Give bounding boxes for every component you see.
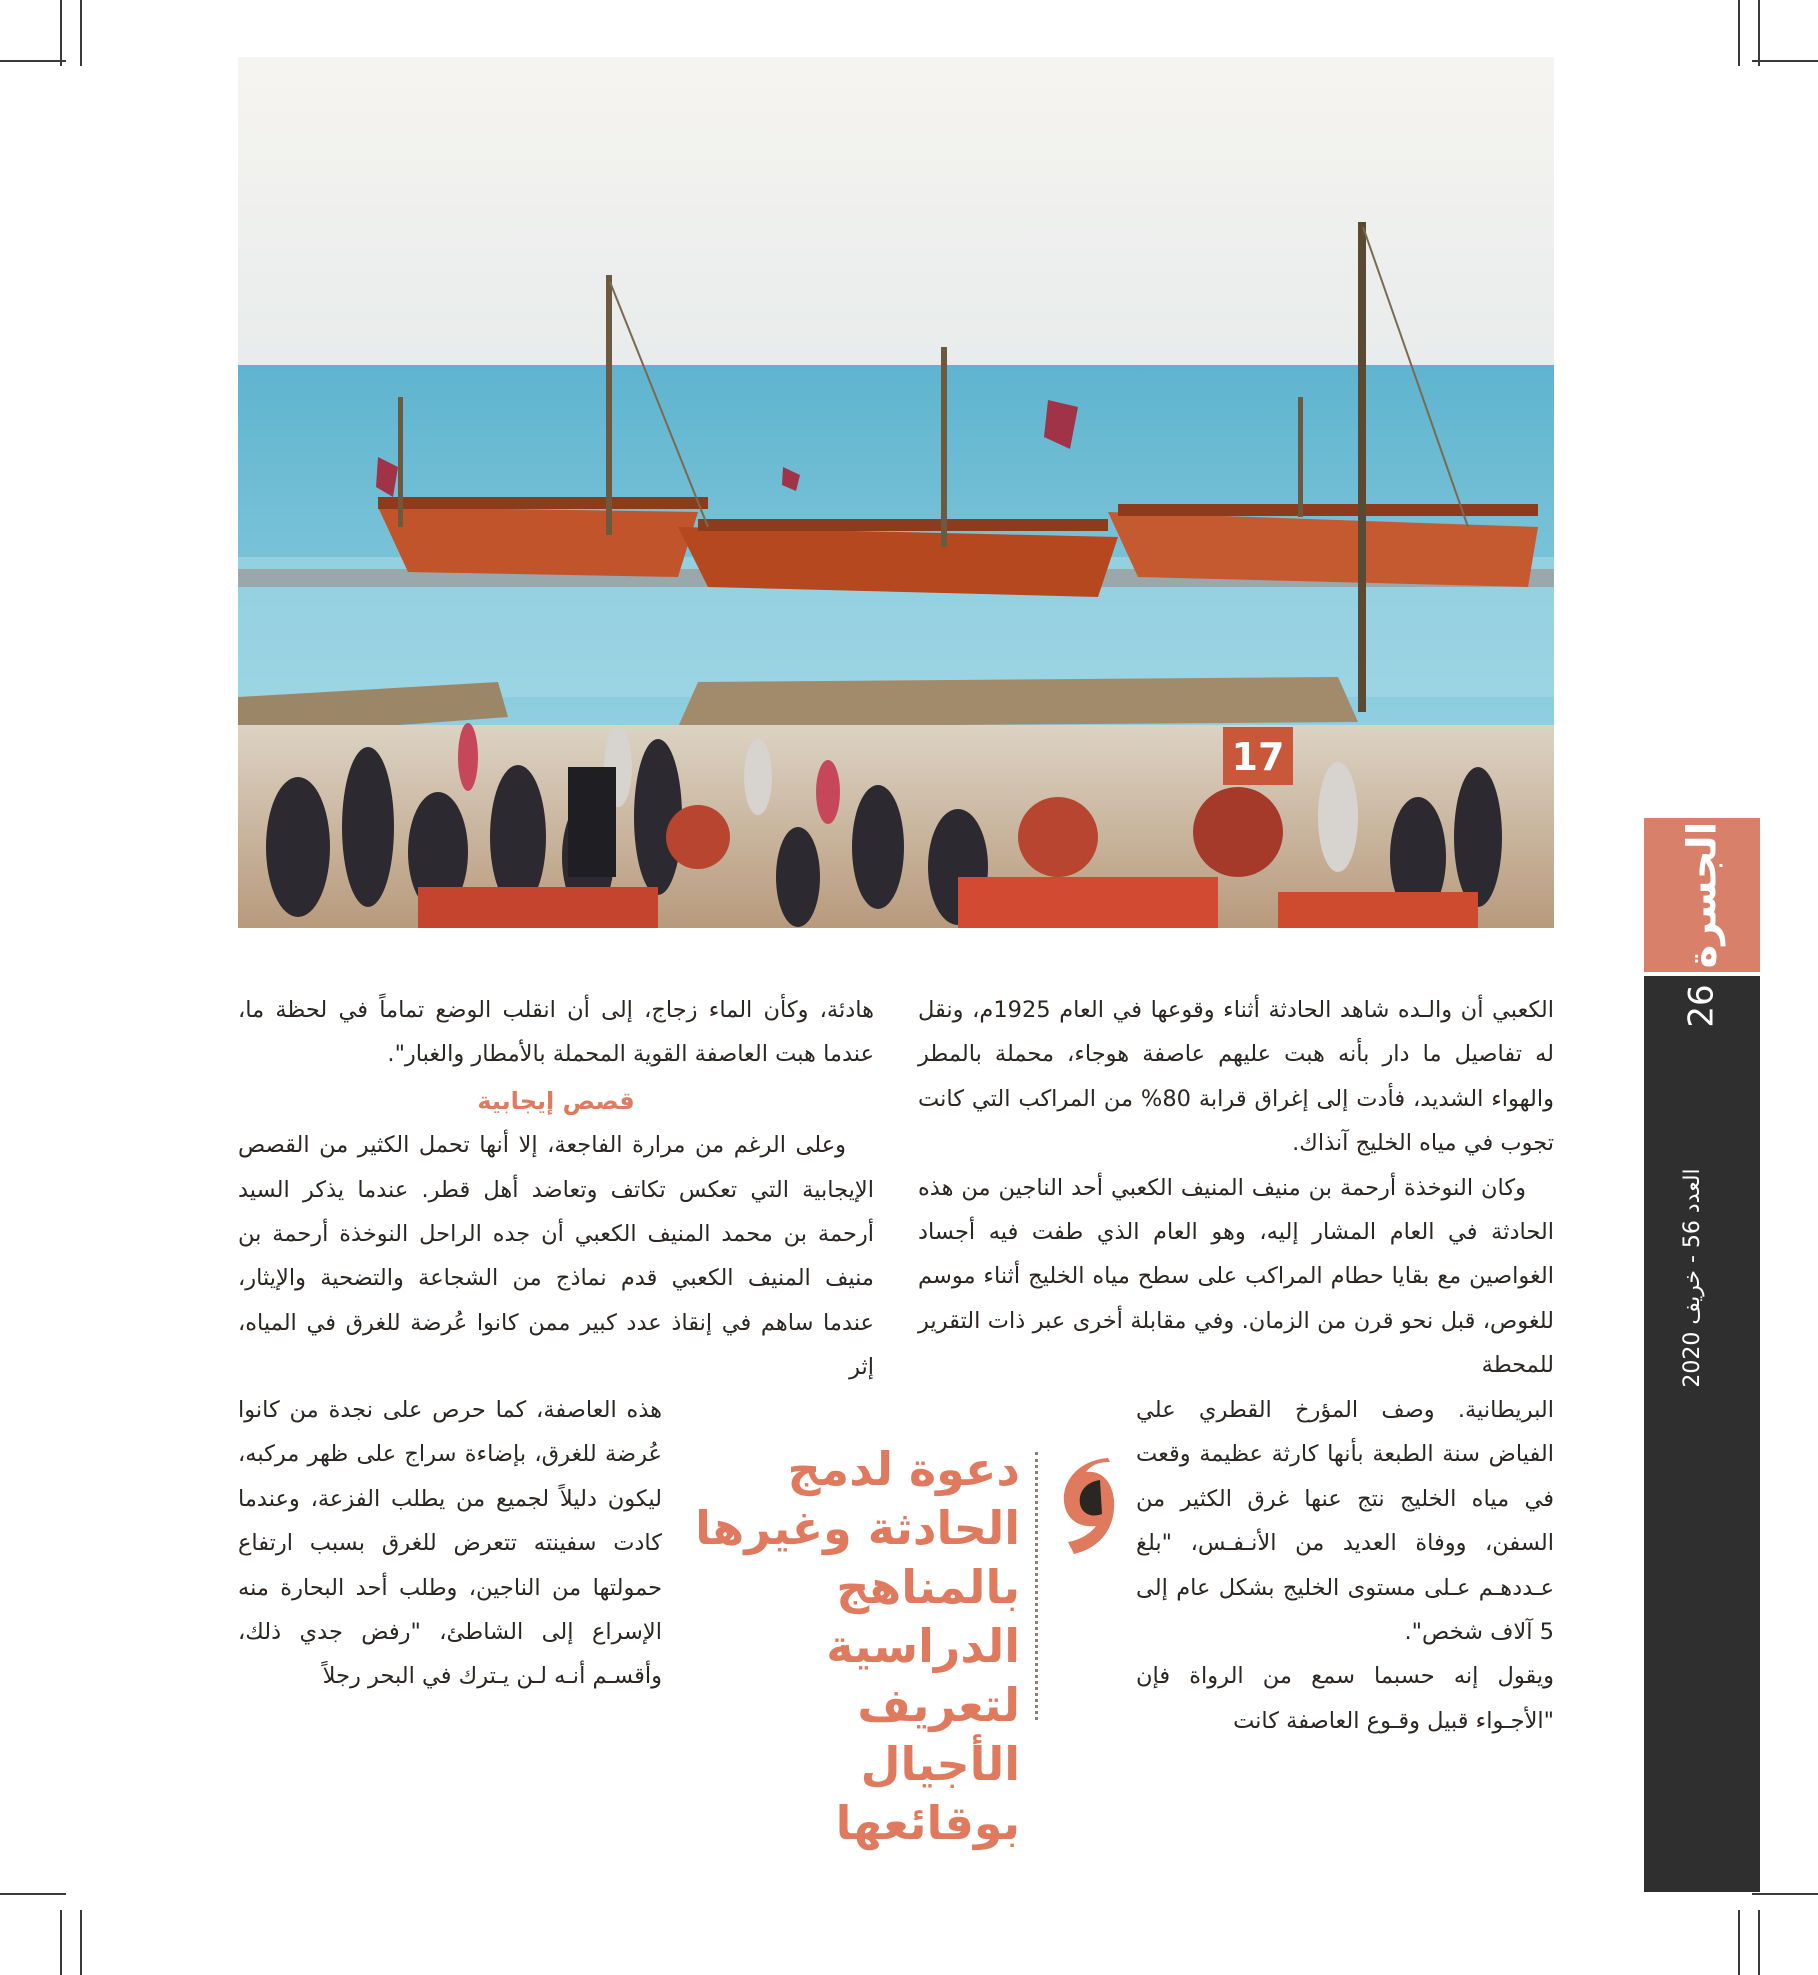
page-tab xyxy=(1644,976,1760,1892)
crop-mark xyxy=(1752,60,1818,62)
pull-quote-divider xyxy=(1035,1452,1038,1720)
crop-mark xyxy=(0,1893,66,1895)
stall-number-sign: 17 xyxy=(1231,735,1285,779)
pull-quote: دعوة لدمج الحادثة وغيرها بالمناهج الدراسية لتعريف الأجيال بوقائعها xyxy=(695,1442,1020,1850)
article-column-left xyxy=(238,988,874,1390)
article-photo xyxy=(238,57,1554,928)
paragraph: البريطانية. وصف المؤرخ القطري علي الفياض سنة الطبعة بأنها كارثة عظيمة وقعت في مياه الخليج نتج عنها غرق الكثير من السفن، ووفاة العديد من الأنـفـس، "بلغ عـددهـم عـلى مستوى الخليج بشكل عام إلى 5 آلاف شخص". xyxy=(1136,1397,1554,1646)
paragraph: وعلى الرغم من مرارة الفاجعة، إلا أنها تحمل الكثير من القصص الإيجابية التي تعكس تكاتف وتعاضد أهل قطر. عندما يذكر السيد أرحمة بن محمد المنيف الكعبي أن جده الراحل النوخذة أرحمة بن منيف المنيف الكعبي قدم نماذج من الشجاعة والتضحية والإيثار، عندما ساهم في إنقاذ عدد كبير ممن كانوا عُرضة للغرق في المياه، إثر xyxy=(238,1132,874,1381)
magazine-logo xyxy=(1644,818,1760,972)
harbor-dhows-photo-icon xyxy=(238,57,1554,928)
crop-mark xyxy=(60,0,62,66)
crop-mark xyxy=(1758,0,1760,66)
crop-mark xyxy=(80,0,82,66)
crop-mark xyxy=(80,1910,82,1975)
paragraph: ويقول إنه حسبما سمع من الرواة فإن "الأجـواء قبيل وقـوع العاصفة كانت xyxy=(1136,1663,1554,1734)
quote-mark-icon xyxy=(1050,1450,1120,1562)
crop-mark xyxy=(60,1910,62,1975)
subheading: قصص إيجابية xyxy=(477,1086,635,1115)
page-number: 26 xyxy=(1681,984,1722,1028)
crop-mark xyxy=(1752,1893,1818,1895)
logo-text: الجسرة xyxy=(1679,821,1726,969)
crop-mark xyxy=(1738,1910,1740,1975)
paragraph: هادئة، وكأن الماء زجاج، إلى أن انقلب الوضع تماماً في لحظة ما، عندما هبت العاصفة القوية المحملة بالأمطار والغبار". xyxy=(238,997,874,1068)
page-number-box xyxy=(1644,986,1760,1026)
article-column-right xyxy=(918,988,1554,1388)
paragraph: الكعبي أن والـده شاهد الحادثة أثناء وقوعها في العام 1925م، ونقل له تفاصيل ما دار بأنه هبت عليهم عاصفة هوجاء، محملة بالمطر والهواء الشديد، فأدت إلى إغراق قرابة 80% من المراكب التي كانت تجوب في مياه الخليج آنذاك. xyxy=(918,997,1555,1157)
paragraph: وكان النوخذة أرحمة بن منيف المنيف الكعبي أحد الناجين من هذه الحادثة في العام المشار إليه، وهو العام الذي طفت فيه أجساد الغواصين مع بقايا حطام المراكب على سطح مياه الخليج أثناء موسم للغوص، قبل نحو قرن من الزمان. وفي مقابلة أخرى عبر ذات التقرير للمحطة xyxy=(918,1174,1554,1379)
paragraph: هذه العاصفة، كما حرص على نجدة من كانوا عُرضة للغرق، بإضاءة سراج على ظهر مركبه، ليكون دليلاً لجميع من يطلب الفزعة، وعندما كادت سفينته تتعرض للغرق بسبب ارتفاع حمولتها من الناجين، وطلب أحد البحارة منه الإسراع إلى الشاطئ، "رفض جدي ذلك، وأقسـم أنـه لـن يـترك في البحر رجلاً xyxy=(238,1397,662,1690)
article-column-right-lower xyxy=(1136,1388,1554,1743)
crop-mark xyxy=(0,60,66,62)
issue-label: العدد 56 - خريف 2020 xyxy=(1680,1168,1705,1388)
crop-mark xyxy=(1738,0,1740,66)
article-column-left-lower xyxy=(238,1388,662,1699)
crop-mark xyxy=(1758,1910,1760,1975)
